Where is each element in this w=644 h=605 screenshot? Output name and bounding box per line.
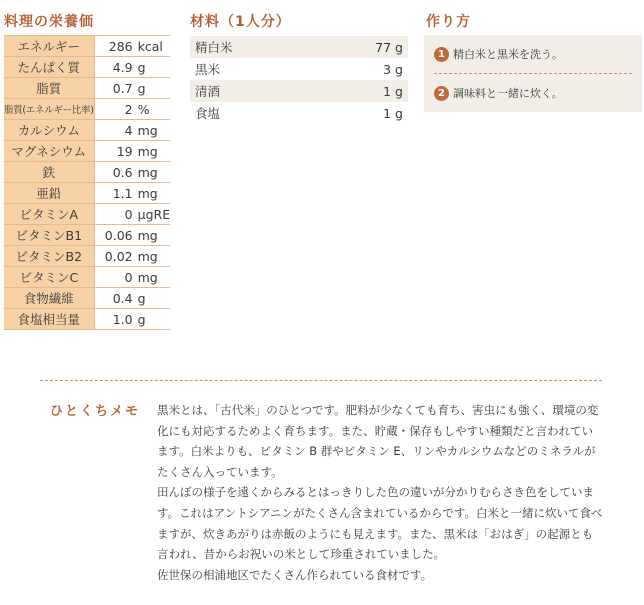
- nutrition-label: 鉄: [4, 162, 94, 183]
- nutrition-label: カルシウム: [4, 120, 94, 141]
- step-number-badge: 1: [434, 47, 449, 62]
- nutrition-label: 食物繊維: [4, 288, 94, 309]
- nutrition-value-cell: [94, 309, 170, 330]
- nutrition-row: [4, 267, 170, 288]
- nutrition-label: エネルギー: [4, 36, 94, 57]
- nutrition-label: 食塩相当量: [4, 309, 94, 330]
- nutrition-value: 4: [124, 122, 133, 138]
- nutrition-row: [4, 141, 170, 162]
- ingredient-row: [190, 58, 408, 80]
- nutrition-value: 2: [124, 101, 133, 117]
- nutrition-value: 0: [124, 206, 133, 222]
- nutrition-value: 1.0: [112, 311, 133, 327]
- step-text: 精白米と黒米を洗う。: [453, 48, 563, 61]
- nutrition-value-cell: [94, 267, 170, 288]
- ingredient-row: [190, 80, 408, 102]
- nutrition-value-cell: [94, 120, 170, 141]
- nutrition-value-cell: [94, 36, 170, 57]
- nutrition-row: [4, 99, 170, 120]
- nutrition-unit: mg: [137, 269, 158, 285]
- nutrition-unit: μgRE: [137, 206, 171, 222]
- nutrition-value: 19: [116, 143, 133, 159]
- nutrition-value: 1.1: [112, 185, 133, 201]
- nutrition-label: ビタミンC: [4, 267, 94, 288]
- steps-title: 作り方: [426, 14, 471, 30]
- ingredients-title: 材料（1人分）: [190, 14, 291, 30]
- nutrition-label: たんぱく質: [4, 57, 94, 78]
- nutrition-unit: mg: [137, 248, 158, 264]
- ingredient-row: [190, 36, 408, 58]
- ingredient-name: 精白米: [190, 36, 311, 58]
- nutrition-row: [4, 120, 170, 141]
- nutrition-label: ビタミンB1: [4, 225, 94, 246]
- nutrition-unit: g: [137, 80, 146, 96]
- nutrition-label: 脂質(エネルギー比率): [4, 99, 94, 120]
- nutrition-label: 脂質: [4, 78, 94, 99]
- nutrition-row: [4, 36, 170, 57]
- nutrition-value-cell: [94, 204, 170, 225]
- nutrition-row: [4, 309, 170, 330]
- ingredient-amount: 1 g: [311, 80, 408, 102]
- ingredient-amount: 77 g: [311, 36, 408, 58]
- memo-text: [157, 400, 603, 585]
- nutrition-unit: %: [137, 101, 150, 117]
- nutrition-value: 286: [108, 38, 133, 54]
- step-item: [434, 73, 632, 112]
- nutrition-unit: kcal: [137, 38, 163, 54]
- memo-paragraph: 田んぼの様子を遠くからみるとはっきりした色の違いが分かりむらさき色をしています。これはアントシアニンがたくさん含まれているからです。白米と一緒に炊いて食べますが、炊きあがりは赤飯のようにも見えます。また、黒米は「おはぎ」の起源とも言われ、昔からお祝いの米として珍重されていました。: [157, 485, 603, 562]
- nutrition-row: [4, 57, 170, 78]
- nutrition-value: 0.4: [112, 290, 133, 306]
- nutrition-value-cell: [94, 162, 170, 183]
- ingredient-name: 黒米: [195, 62, 221, 77]
- memo-title: ひとくちメモ: [50, 404, 141, 419]
- nutrition-value: 0.7: [112, 80, 133, 96]
- nutrition-unit: mg: [137, 227, 158, 243]
- nutrition-unit: mg: [137, 164, 158, 180]
- nutrition-row: [4, 162, 170, 183]
- nutrition-value: 0.06: [104, 227, 133, 243]
- nutrition-row: [4, 225, 170, 246]
- nutrition-value-cell: [94, 183, 170, 204]
- nutrition-value-cell: [94, 78, 170, 99]
- ingredient-name: 清酒: [190, 80, 311, 102]
- nutrition-unit: mg: [137, 185, 158, 201]
- ingredient-amount: 3 g: [383, 61, 403, 77]
- steps-box: [424, 35, 642, 112]
- nutrition-label: マグネシウム: [4, 141, 94, 162]
- nutrition-value-cell: [94, 57, 170, 78]
- nutrition-value-cell: [94, 288, 170, 309]
- step-number-badge: 2: [434, 86, 449, 101]
- nutrition-unit: g: [137, 59, 146, 75]
- nutrition-unit: g: [137, 290, 146, 306]
- nutrition-value: 0: [124, 269, 133, 285]
- nutrition-label: 亜鉛: [4, 183, 94, 204]
- nutrition-row: [4, 246, 170, 267]
- nutrition-value-cell: [94, 99, 170, 120]
- nutrition-value: 4.9: [112, 59, 133, 75]
- nutrition-label: ビタミンB2: [4, 246, 94, 267]
- nutrition-row: [4, 288, 170, 309]
- nutrition-unit: mg: [137, 143, 158, 159]
- nutrition-row: [4, 78, 170, 99]
- memo-paragraph: 黒米とは、「古代米」のひとつです。肥料が少なくても育ち、害虫にも強く、環境の変化にも対応するためよく育ちます。また、貯蔵・保存もしやすい種類だと言われています。白米よりも、ビタミン B 群やビタミン E、リンやカルシウムなどのミネラルがたくさん入っています。: [157, 403, 599, 479]
- nutrition-title: 料理の栄養価: [4, 14, 94, 30]
- nutrition-unit: g: [137, 311, 146, 327]
- nutrition-row: [4, 204, 170, 225]
- nutrition-value-cell: [94, 246, 170, 267]
- nutrition-value-cell: [94, 225, 170, 246]
- ingredients-table: [190, 36, 408, 124]
- memo-paragraph: 佐世保の相浦地区でたくさん作られている食材です。: [157, 567, 433, 582]
- ingredient-amount: 1 g: [383, 105, 403, 121]
- ingredient-name: 食塩: [195, 106, 221, 121]
- nutrition-unit: mg: [137, 122, 158, 138]
- nutrition-label: ビタミンA: [4, 204, 94, 225]
- nutrition-table: [4, 35, 170, 330]
- nutrition-value: 0.6: [112, 164, 133, 180]
- step-item: [434, 35, 632, 73]
- nutrition-row: [4, 183, 170, 204]
- nutrition-value: 0.02: [104, 248, 133, 264]
- nutrition-value-cell: [94, 141, 170, 162]
- step-text: 調味料と一緒に炊く。: [453, 87, 563, 100]
- memo-divider: [40, 380, 602, 381]
- ingredient-row: [190, 102, 408, 124]
